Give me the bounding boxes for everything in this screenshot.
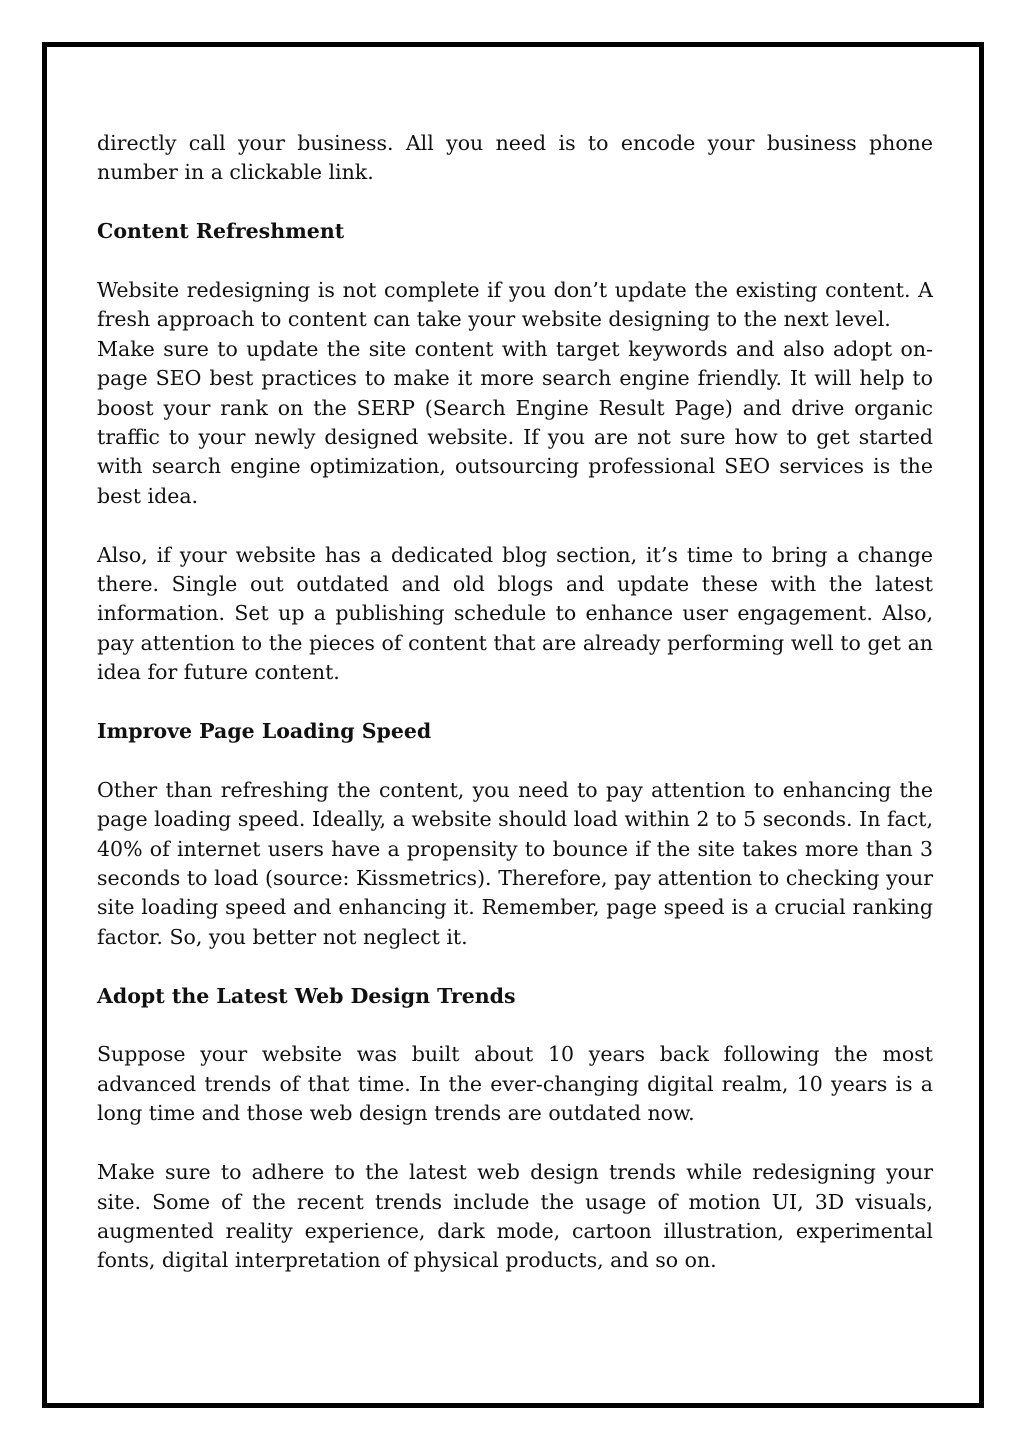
spacer [97, 188, 933, 217]
spacer [97, 1129, 933, 1158]
spacer [97, 1011, 933, 1040]
heading-web-design-trends: Adopt the Latest Web Design Trends [97, 983, 516, 1008]
paragraph-latest-trends: Make sure to adhere to the latest web design trends while redesigning your site. Some of the recent trends include the usage of motion UI, 3D visuals, augmented reality experience, dark mode, cartoon illustration, experimental fonts, digital interpretation of physical products, and so on. [97, 1160, 933, 1273]
spacer [97, 511, 933, 540]
paragraph-loading-speed: Other than refreshing the content, you need to pay attention to enhancing the page loading speed. Ideally, a website should load within 2 to 5 seconds. In fact, 40% of internet users have a propensity to bounce if the site takes more than 3 seconds to load (source: Kissmetrics). Therefore, pay attention to checking your site loading speed and enhancing it. Remember, page speed is a crucial ranking factor. So, you better not neglect it. [97, 777, 933, 949]
page-frame [42, 42, 984, 1408]
paragraph-seo: Make sure to update the site content with target keywords and also adopt on-page SEO best practices to make it more search engine friendly. It will help to boost your rank on the SERP (Search Engine Result Page) and drive organic traffic to your newly designed website. If you are not sure how to get started with search engine optimization, outsourcing professional SEO services is the best idea. [97, 336, 933, 508]
document-body [97, 129, 933, 1276]
heading-content-refreshment: Content Refreshment [97, 219, 345, 244]
paragraph-old-website: Suppose your website was built about 10 years back following the most advanced trends of that time. In the ever-changing digital realm, 10 years is a long time and those web design trends are outdated now. [97, 1042, 933, 1126]
spacer [97, 952, 933, 981]
paragraph-phone-link: directly call your business. All you need is to encode your business phone number in a clickable link. [97, 131, 933, 185]
spacer [97, 247, 933, 276]
paragraph-content-intro: Website redesigning is not complete if you don’t update the existing content. A fresh approach to content can take your website designing to the next level. [97, 278, 933, 332]
spacer [97, 688, 933, 717]
spacer [97, 746, 933, 775]
paragraph-blog: Also, if your website has a dedicated blog section, it’s time to bring a change there. Single out outdated and old blogs and update these with the latest information. Set up a publishing schedule to enhance user engagement. Also, pay attention to the pieces of content that are already performing well to get an idea for future content. [97, 542, 933, 685]
heading-page-loading-speed: Improve Page Loading Speed [97, 719, 432, 744]
